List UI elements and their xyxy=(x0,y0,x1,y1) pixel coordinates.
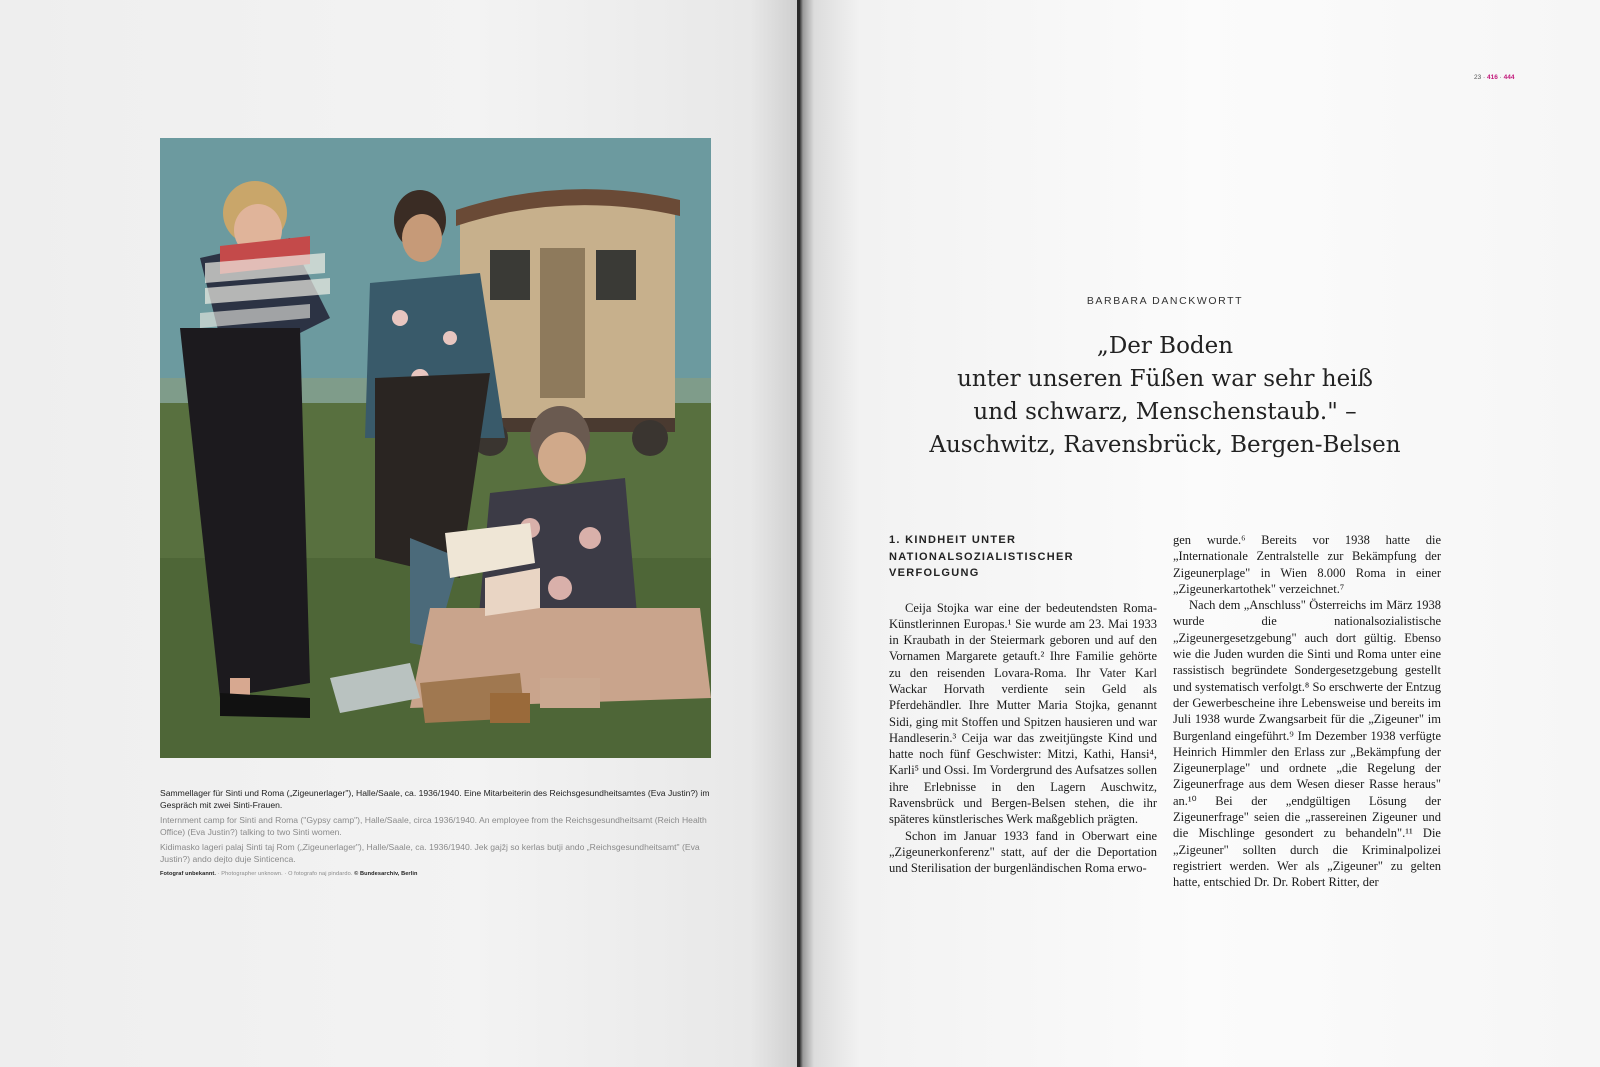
title-line-3: und schwarz, Menschenstaub." – xyxy=(973,399,1357,425)
credit-source: © Bundesarchiv, Berlin xyxy=(354,871,418,877)
page-number-prev: 23 xyxy=(1474,74,1482,81)
page-number-current: 416 xyxy=(1487,74,1498,81)
credit-german: Fotograf unbekannt xyxy=(160,871,215,877)
paragraph: gen wurde.⁶ Bereits vor 1938 hatte die „Internationale Zentralstelle zur Bekämpfung der Zigeunerplage" in Wien 8.000 Roma in einer „Zigeunerkartothek" verzeichnet.⁷ xyxy=(1173,533,1441,596)
text-column-1 xyxy=(889,532,1157,877)
caption-credit: Fotograf unbekannt. · Photographer unknown. · O fotografo naj pindardo. © Bundesarchiv, Berlin xyxy=(160,871,418,877)
caption-romani: Kidimasko lageri palaj Sinti taj Rom („Zigeunerlager"), Halle/Saale, ca. 1936/1940. Jek gajžj so kerlas butji ando „Reichsgesundheitsamt" (Eva Justin?) ando dejto duje Sinticenca. xyxy=(160,842,700,864)
caption-english: Internment camp for Sinti and Roma ("Gypsy camp"), Halle/Saale, circa 1936/1940. An employee from the Reichsgesundheitsamt (Reich Health Office) (Eva Justin?) talking to two Sinti women. xyxy=(160,815,707,837)
page-number: 23 · 416 · 444 xyxy=(1474,74,1515,81)
article-title xyxy=(900,330,1430,462)
title-line-4: Auschwitz, Ravensbrück, Bergen-Belsen xyxy=(929,432,1401,458)
left-page xyxy=(0,0,798,1067)
text-column-2 xyxy=(1173,532,1441,891)
caption-german: Sammellager für Sinti und Roma („Zigeunerlager"), Halle/Saale, ca. 1936/1940. Eine Mitarbeiterin des Reichsgesundheitsamtes (Eva Justin?) im Gespräch mit zwei Sinti-Frauen. xyxy=(160,788,710,810)
title-line-2: unter unseren Füßen war sehr heiß xyxy=(957,366,1373,392)
credit-english: Photographer unknown xyxy=(221,871,282,877)
paragraph: Schon im Januar 1933 fand in Oberwart eine „Zigeunerkonferenz" statt, auf der die Deportation und Sterilisation der burgenländischen Roma erwo- xyxy=(889,828,1157,876)
credit-romani: O fotografo naj pindardo xyxy=(288,871,351,877)
paragraph: Nach dem „Anschluss" Österreichs im März 1938 wurde die nationalsozialistische „Zigeunergesetzgebung" auch dort gültig. Ebenso wie die Juden wurden die Sinti und Roma unter eine rassistisch begründete Sondergesetzgebung gestellt und systematisch verfolgt.⁸ So erschwerte der Entzug der Gewerbescheine ihre Lebensweise und bereits im Juli 1938 wurde Zwangsarbeit für die „Zigeuner" im Burgenland eingeführt.⁹ Im Dezember 1938 verfügte Heinrich Himmler den Erlass zur „Bekämpfung der Zigeunerplage" und ordnete „die Regelung der Zigeunerfrage aus dem Wesen dieser Rasse heraus" an.¹⁰ Bei der „endgültigen Lösung der Zigeunerfrage" seien die „rassereinen Zigeuner und die Mischlinge gesondert zu behandeln".¹¹ Die „Zigeuner" sollten durch die Kriminalpolizei registriert werden. Wer als „Zigeuner" zu gelten hatte, entschied Dr. Dr. Robert Ritter, der xyxy=(1173,598,1441,890)
paragraph: Ceija Stojka war eine der bedeutendsten Roma-Künstlerinnen Europas.¹ Sie wurde am 23. Mai 1933 in Kraubath in der Steiermark geboren und auf den Vornamen Margarete getauft.² Ihre Familie gehörte zu den reisenden Lovara-Roma. Ihr Vater Karl Wackar Horvath verdiente sein Geld als Pferdehändler. Ihre Mutter Maria Stojka, genannt Sidi, ging mit Stoffen und Spitzen hausieren und war Handleserin.³ Ceija war das zweitjüngste Kind und hatte noch fünf Geschwister: Mitzi, Kathi, Hansi⁴, Karli⁵ und Ossi. Im Vordergrund des Aufsatzes sollen ihre Erlebnisse in den Lagern Auschwitz, Ravensbrück und Bergen-Belsen stehen, die ihr späteres künstlerisches Werk maßgeblich prägten. xyxy=(889,600,1157,827)
title-line-1: „Der Boden xyxy=(1096,333,1234,359)
historical-photo xyxy=(160,138,711,758)
page-number-next: 444 xyxy=(1503,74,1515,81)
section-heading: 1. KINDHEIT UNTER NATIONALSOZIALISTISCHER VERFOLGUNG xyxy=(889,534,1074,579)
author-name: BARBARA DANCKWORTT xyxy=(1086,295,1244,307)
photo-caption xyxy=(160,788,720,878)
photo-illustration xyxy=(160,138,711,758)
